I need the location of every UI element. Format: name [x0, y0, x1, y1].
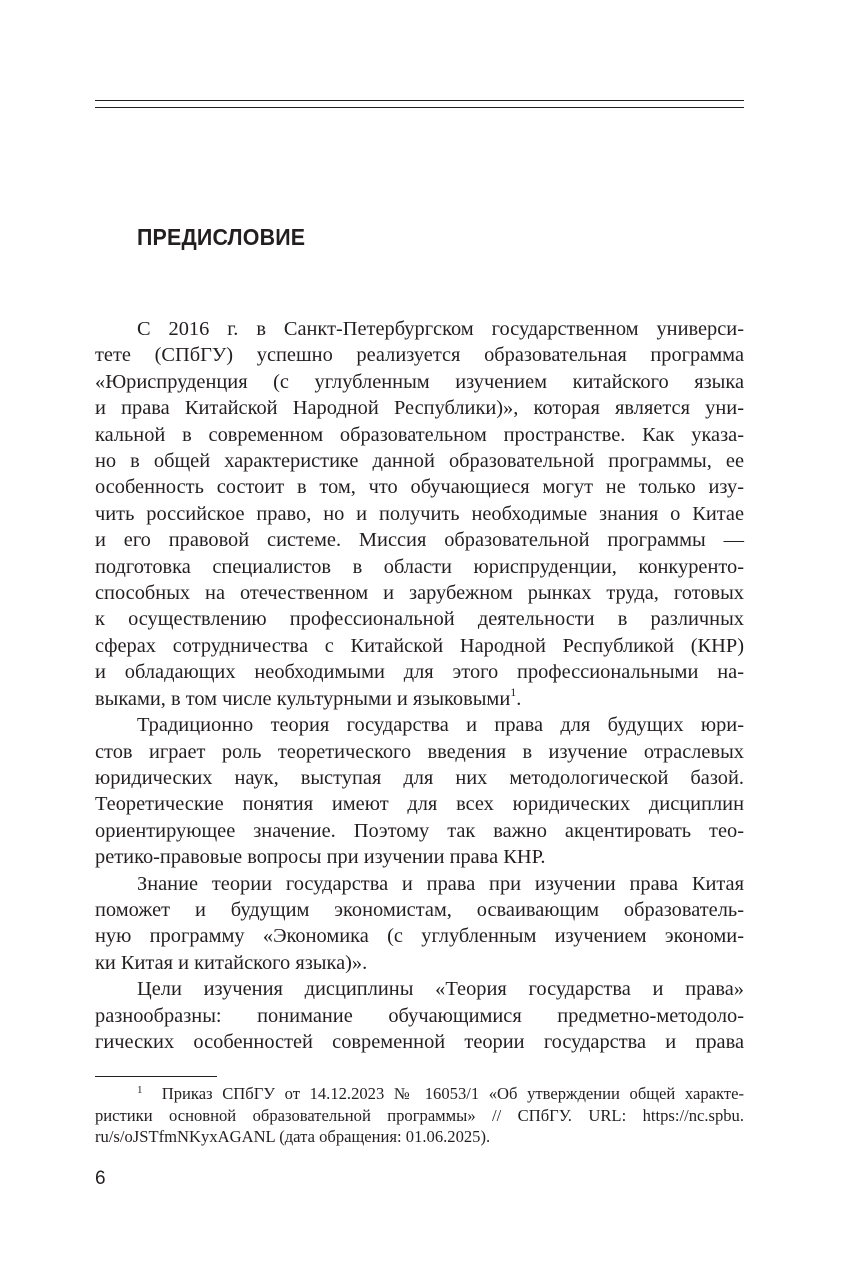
- footnote-separator: [95, 1076, 217, 1077]
- footnote-line: [95, 1083, 744, 1105]
- text-line: «Юриспруденция (с углубленным изучением китайского языка: [95, 370, 744, 393]
- text-line: ретико-правовые вопросы при изучении права КНР.: [95, 846, 546, 869]
- header-rule-bottom: [95, 107, 744, 108]
- text-line: гических особенностей современной теории государства и права: [95, 1030, 744, 1053]
- text-line: [95, 686, 744, 712]
- footnote-line: ru/s/oJSTfmNKyxAGANL (дата обращения: 01.06.2025).: [95, 1127, 491, 1146]
- header-rule-top: [95, 100, 744, 101]
- text-line: но в общей характеристике данной образовательной программы, ее: [95, 450, 744, 473]
- text-line: Цели изучения дисциплины «Теория государства и права»: [137, 978, 744, 1001]
- footnote-line: ристики основной образовательной программы» // СПбГУ. URL: https://nc.spbu.: [95, 1105, 744, 1125]
- footnote: [95, 1083, 744, 1148]
- section-heading: ПРЕДИСЛОВИЕ: [137, 224, 306, 250]
- text-line: юридических наук, выступая для них методологической базой.: [95, 766, 744, 789]
- footnote-mark: 1: [137, 1084, 143, 1096]
- text-line: способных на отечественном и зарубежном рынках труда, готовых: [95, 582, 744, 605]
- text-line: ки Китая и китайского языка)».: [95, 951, 368, 974]
- text-line: поможет и будущим экономистам, осваивающим образователь-: [95, 898, 744, 921]
- paragraph: [95, 712, 744, 870]
- text-line: ную программу «Экономика (с углубленным изучением экономи-: [95, 925, 744, 948]
- footnote-reference: 1: [510, 684, 517, 699]
- text-line: и его правовой системе. Миссия образовательной программы —: [95, 529, 744, 552]
- text-line: и права Китайской Народной Республики)», которая является уни-: [95, 397, 744, 420]
- text-fragment: выками, в том числе культурными и языковыми: [95, 687, 511, 710]
- footnote-text: Приказ СПбГУ от 14.12.2023 № 16053/1 «Об утверждении общей характе-: [161, 1084, 745, 1103]
- text-line: особенность состоит в том, что обучающиеся могут не только изу-: [95, 476, 744, 499]
- text-line: Теоретические понятия имеют для всех юридических дисциплин: [95, 793, 744, 816]
- paragraph: [95, 976, 744, 1055]
- text-line: кальной в современном образовательном пространстве. Как указа-: [95, 423, 744, 446]
- text-line: С 2016 г. в Санкт-Петербургском государственном универси-: [137, 318, 744, 340]
- text-line: к осуществлению профессиональной деятельности в различных: [95, 608, 744, 631]
- page-number: 6: [95, 1168, 106, 1189]
- paragraph: [95, 871, 744, 977]
- text-line: и обладающих необходимыми для этого профессиональными на-: [95, 661, 744, 684]
- body-text: [95, 316, 744, 1055]
- text-line: Знание теории государства и права при изучении права Китая: [137, 872, 744, 895]
- text-line: подготовка специалистов в области юриспруденции, конкуренто-: [95, 555, 744, 578]
- text-line: сферах сотрудничества с Китайской Народной Республикой (КНР): [95, 634, 744, 657]
- text-line: ориентирующее значение. Поэтому так важно акцентировать тео-: [95, 819, 744, 842]
- sentence-end: .: [516, 687, 522, 710]
- paragraph: [95, 316, 744, 712]
- text-line: стов играет роль теоретического введения в изучение отраслевых: [95, 740, 744, 763]
- text-line: тете (СПбГУ) успешно реализуется образовательная программа: [95, 344, 744, 367]
- text-line: разнообразны: понимание обучающимися предметно-методоло-: [95, 1004, 744, 1027]
- text-line: чить российское право, но и получить необходимые знания о Китае: [95, 502, 744, 525]
- text-line: Традиционно теория государства и права для будущих юри-: [137, 714, 744, 737]
